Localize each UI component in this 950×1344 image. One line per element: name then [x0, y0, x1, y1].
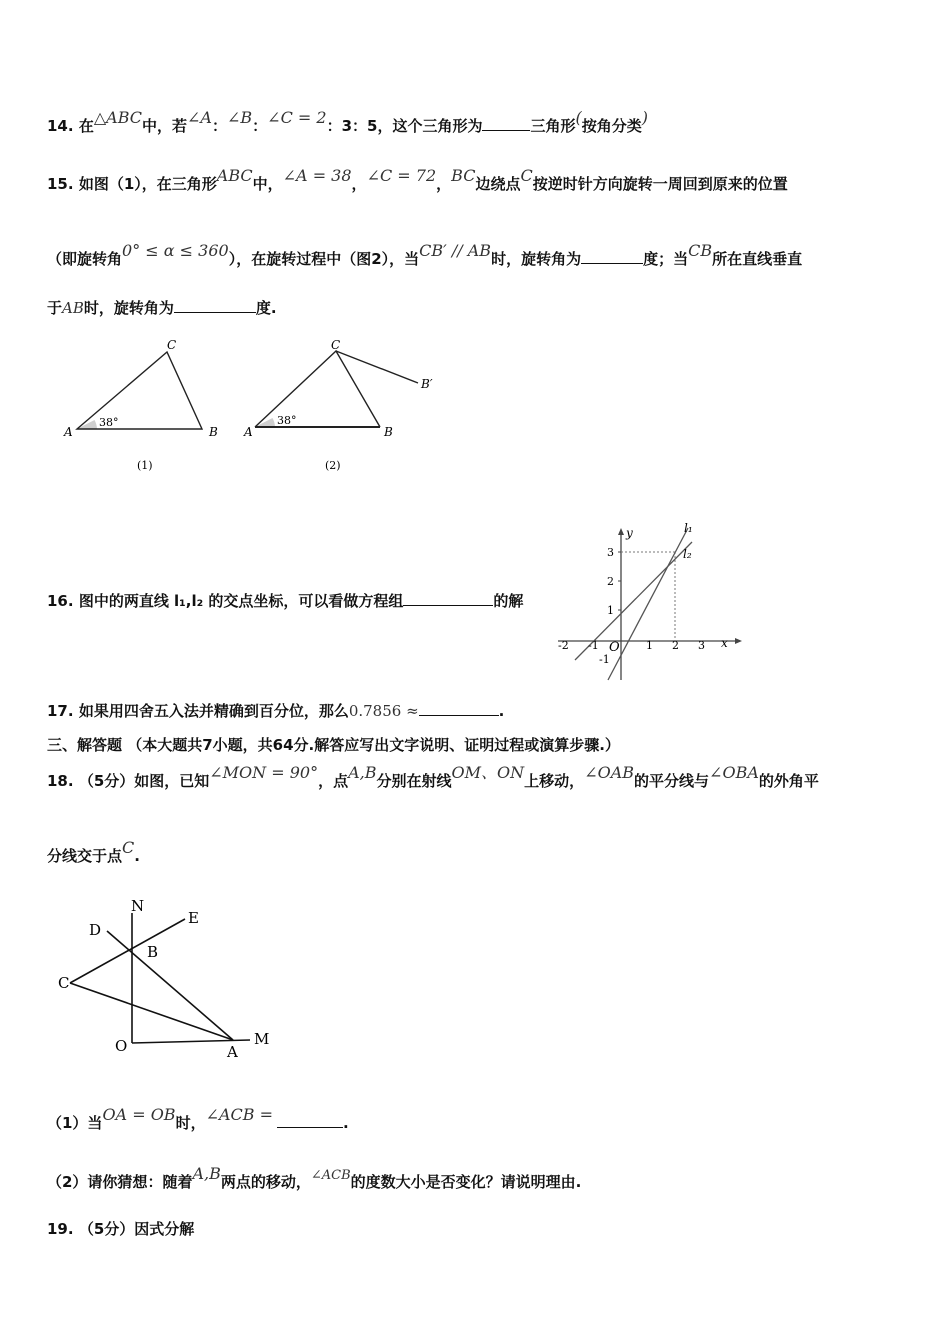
line-l1	[608, 528, 688, 680]
question-18: 18. （5分）如图，已知∠MON = 90°，点A,B分别在射线OM、ON上移动，∠OAB的平分线与∠OBA的外角平	[47, 763, 819, 790]
label-a-2: A	[244, 425, 253, 439]
q18-number: 18.	[47, 772, 74, 790]
label-n: N	[131, 897, 145, 915]
angle-label-1: 38°	[99, 416, 119, 429]
label-b-prime: B′	[421, 377, 433, 391]
q19-number: 19.	[47, 1220, 74, 1238]
angle-label-2: 38°	[277, 414, 297, 427]
xtick-label-3: 3	[698, 639, 705, 652]
ytick-label-neg1: -1	[599, 653, 610, 666]
section-3-heading: 三、解答题 （本大题共7小题，共64分.解答应写出文字说明、证明过程或演算步骤.）	[47, 736, 620, 754]
label-o: O	[115, 1037, 128, 1055]
figure-15-triangles	[55, 335, 455, 480]
graph-16-lines	[550, 520, 750, 685]
question-15-line-2: （即旋转角0° ≤ α ≤ 360），在旋转过程中（图2），当CB′ // AB时，旋转角为 度；当CB所在直线垂直	[47, 241, 803, 268]
rotated-side-cb	[336, 351, 418, 383]
x-axis-arrow	[735, 638, 742, 644]
question-16: 16. 图中的两直线 l₁,l₂ 的交点坐标，可以看做方程组 的解	[47, 592, 524, 610]
question-15-line-3: 于AB时，旋转角为 度.	[47, 299, 277, 317]
l1-label: l₁	[684, 521, 693, 535]
xtick-label-neg1: -1	[588, 639, 599, 652]
caption-2: (2)	[325, 459, 341, 472]
caption-1: (1)	[137, 459, 153, 472]
question-14: 14. 在△ABC中，若∠A：∠B：∠C = 2：3：5，这个三角形为 三角形(按角分类)	[47, 108, 648, 135]
question-18-part-2: （2）请你猜想：随着A,B两点的移动，∠ACB的度数大小是否变化？请说明理由.	[47, 1164, 582, 1191]
label-b-1: B	[209, 425, 218, 439]
q14-answer-blank[interactable]	[482, 116, 530, 131]
xtick-label-1: 1	[646, 639, 653, 652]
y-label: y	[626, 526, 633, 540]
label-b-2: B	[384, 425, 393, 439]
triangle-abc-math: △ABC	[93, 108, 142, 127]
triangle-1	[77, 352, 202, 429]
l2-label: l₂	[683, 547, 692, 561]
question-18-line-2: 分线交于点C.	[47, 838, 140, 865]
y-axis-arrow	[618, 528, 624, 535]
label-a-1: A	[64, 425, 73, 439]
label-c: C	[58, 974, 70, 992]
line-ca	[70, 983, 233, 1040]
xtick-label-neg2: -2	[558, 639, 569, 652]
ytick-label-3: 3	[607, 546, 614, 559]
xtick-label-2: 2	[672, 639, 679, 652]
question-15: 15. 如图（1），在三角形ABC中，∠A = 38，∠C = 72，BC边绕点C按逆时针方向旋转一周回到原来的位置	[47, 166, 788, 193]
q15-answer-blank-1[interactable]	[581, 249, 643, 264]
q14-number: 14.	[47, 117, 74, 135]
q16-number: 16.	[47, 592, 74, 610]
label-m: M	[254, 1030, 270, 1048]
figure-18	[55, 895, 285, 1065]
question-17: 17. 如果用四舍五入法并精确到百分位，那么0.7856 ≈ .	[47, 702, 505, 720]
q17-answer-blank[interactable]	[419, 701, 499, 716]
label-c-2: C	[331, 338, 341, 352]
label-a: A	[227, 1043, 238, 1061]
label-c-1: C	[167, 338, 177, 352]
ytick-label-2: 2	[607, 575, 614, 588]
x-label: x	[721, 636, 728, 650]
q15-number: 15.	[47, 175, 74, 193]
label-d: D	[89, 921, 102, 939]
angle-shade-2	[255, 418, 275, 427]
q17-number: 17.	[47, 702, 74, 720]
q16-answer-blank[interactable]	[403, 591, 493, 606]
q18-answer-blank[interactable]	[277, 1113, 343, 1128]
question-18-part-1: （1）当OA = OB时，∠ACB = .	[47, 1105, 349, 1132]
line-da	[107, 931, 233, 1040]
origin-label: O	[609, 640, 620, 655]
question-19: 19. （5分）因式分解	[47, 1220, 195, 1238]
line-ce	[70, 919, 185, 983]
triangle-2-sides	[255, 351, 380, 427]
ytick-label-1: 1	[607, 604, 614, 617]
label-e: E	[188, 909, 199, 927]
label-b: B	[147, 943, 159, 961]
q15-answer-blank-2[interactable]	[174, 298, 256, 313]
